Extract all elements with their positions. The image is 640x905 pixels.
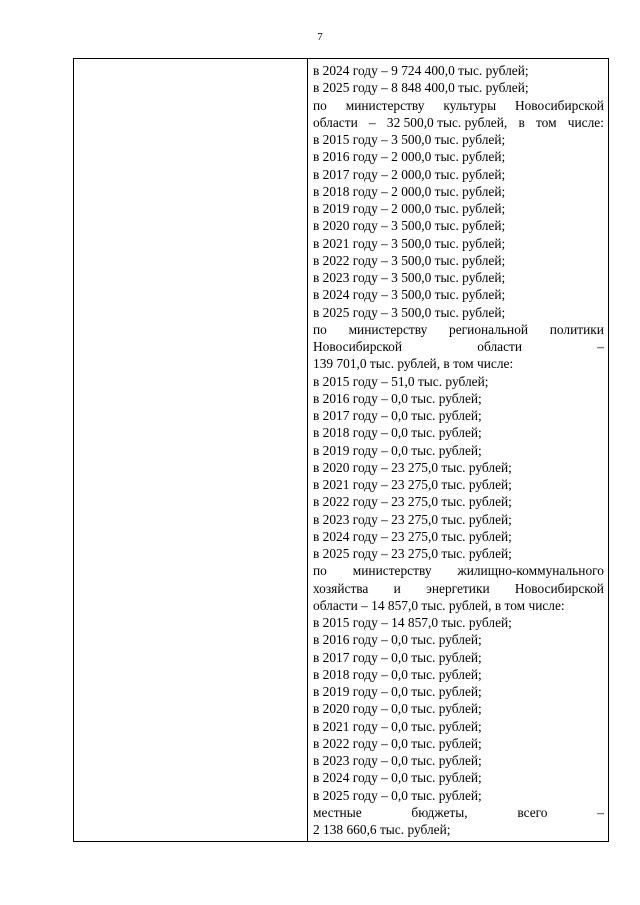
text-line: [313, 131, 604, 148]
text-word: министерству: [345, 97, 425, 113]
text-line: [313, 286, 604, 303]
text-line: [313, 304, 604, 321]
text-word: местные: [313, 804, 362, 820]
text-line: [313, 269, 604, 286]
text-line: [313, 597, 604, 614]
table-left-cell: [74, 59, 308, 841]
text-word: в 2021 году – 3 500,0 тыс. рублей;: [313, 235, 506, 251]
text-word: в 2022 году – 0,0 тыс. рублей;: [313, 735, 482, 751]
text-word: хозяйства: [313, 580, 369, 596]
text-word: по: [313, 97, 327, 113]
text-word: 2 138 660,6 тыс. рублей;: [313, 822, 451, 837]
text-line: [313, 407, 604, 424]
text-word: культуры: [443, 97, 497, 113]
text-word: в 2019 году – 0,0 тыс. рублей;: [313, 684, 482, 699]
text-word: в 2018 году – 2 000,0 тыс. рублей;: [313, 183, 506, 199]
text-line: [313, 545, 604, 562]
text-word: 32 500,0 тыс. рублей,: [386, 114, 508, 130]
text-word: числе:: [567, 114, 604, 130]
text-word: в 2017 году – 0,0 тыс. рублей;: [313, 649, 482, 665]
text-word: в 2015 году – 51,0 тыс. рублей;: [313, 373, 489, 389]
text-word: в 2024 году – 0,0 тыс. рублей;: [313, 770, 482, 786]
text-word: министерству: [348, 321, 428, 337]
text-line: [313, 148, 604, 165]
text-line: [313, 373, 604, 390]
page-number: 7: [317, 31, 323, 43]
text-line: [313, 114, 604, 131]
text-word: Новосибирской: [313, 339, 403, 354]
text-line: [313, 217, 604, 234]
text-word: и: [393, 580, 401, 596]
text-line: [313, 200, 604, 217]
text-line: [313, 683, 604, 700]
text-word: в 2017 году – 0,0 тыс. рублей;: [313, 408, 482, 423]
text-word: в 2019 году – 2 000,0 тыс. рублей;: [313, 201, 506, 216]
text-word: в 2015 году – 14 857,0 тыс. рублей;: [313, 615, 512, 630]
text-word: 139 701,0 тыс. рублей, в том числе:: [313, 356, 514, 372]
text-word: в 2025 году – 3 500,0 тыс. рублей;: [313, 304, 506, 320]
text-word: в 2021 году – 0,0 тыс. рублей;: [313, 718, 482, 734]
text-line: [313, 252, 604, 269]
text-word: в 2018 году – 0,0 тыс. рублей;: [313, 425, 482, 441]
text-line: [313, 528, 604, 545]
text-line: [313, 390, 604, 407]
table-right-cell: [308, 59, 608, 841]
text-line: [313, 338, 604, 355]
text-word: всего: [517, 804, 548, 820]
text-word: в 2025 году – 8 848 400,0 тыс. рублей;: [313, 80, 529, 96]
text-word: в 2016 году – 2 000,0 тыс. рублей;: [313, 149, 506, 165]
text-word: в 2016 году – 0,0 тыс. рублей;: [313, 390, 482, 406]
text-word: в 2020 году – 3 500,0 тыс. рублей;: [313, 218, 506, 234]
text-line: [313, 511, 604, 528]
text-line: [313, 562, 604, 579]
text-word: области: [477, 339, 523, 354]
text-word: в 2023 году – 0,0 тыс. рублей;: [313, 753, 482, 768]
text-line: [313, 62, 604, 79]
text-line: [313, 787, 604, 804]
text-word: по: [313, 563, 327, 579]
text-word: в 2022 году – 3 500,0 тыс. рублей;: [313, 252, 506, 268]
text-word: в 2015 году – 3 500,0 тыс. рублей;: [313, 132, 506, 147]
text-word: по: [313, 321, 327, 337]
text-word: энергетики: [426, 580, 490, 596]
text-word: жилищно-коммунального: [457, 563, 604, 579]
text-word: Новосибирской: [514, 580, 604, 596]
text-word: в 2024 году – 3 500,0 тыс. рублей;: [313, 287, 506, 303]
text-word: в: [518, 114, 525, 130]
text-word: –: [597, 339, 604, 354]
text-word: в 2023 году – 3 500,0 тыс. рублей;: [313, 270, 506, 285]
text-word: области: [313, 114, 358, 130]
text-line: [313, 752, 604, 769]
text-word: в 2024 году – 9 724 400,0 тыс. рублей;: [313, 63, 529, 78]
text-word: в 2021 году – 23 275,0 тыс. рублей;: [313, 477, 512, 492]
text-line: [313, 631, 604, 648]
text-word: региональной: [449, 321, 529, 337]
text-line: [313, 355, 604, 372]
text-word: –: [368, 114, 376, 130]
text-word: в 2022 году – 23 275,0 тыс. рублей;: [313, 494, 512, 510]
text-line: [313, 649, 604, 666]
text-line: [313, 424, 604, 441]
text-line: [313, 235, 604, 252]
text-line: [313, 97, 604, 114]
text-line: [313, 476, 604, 493]
text-word: в 2018 году – 0,0 тыс. рублей;: [313, 666, 482, 682]
text-word: в 2023 году – 23 275,0 тыс. рублей;: [313, 511, 512, 527]
text-line: [313, 666, 604, 683]
text-word: том: [535, 114, 557, 130]
text-line: [313, 166, 604, 183]
text-line: [313, 442, 604, 459]
text-line: [313, 821, 604, 838]
text-word: в 2020 году – 0,0 тыс. рублей;: [313, 701, 482, 717]
text-line: [313, 804, 604, 821]
text-word: в 2017 году – 2 000,0 тыс. рублей;: [313, 166, 506, 182]
text-line: [313, 700, 604, 717]
text-word: министерству: [352, 563, 432, 579]
text-word: в 2025 году – 23 275,0 тыс. рублей;: [313, 546, 512, 561]
text-line: [313, 735, 604, 752]
text-word: области – 14 857,0 тыс. рублей, в том числе:: [313, 597, 565, 613]
text-word: в 2016 году – 0,0 тыс. рублей;: [313, 632, 482, 648]
text-word: –: [597, 804, 604, 820]
text-word: политики: [549, 321, 604, 337]
text-line: [313, 580, 604, 597]
document-table: [73, 58, 609, 842]
text-word: бюджеты,: [411, 804, 468, 820]
text-word: в 2020 году – 23 275,0 тыс. рублей;: [313, 459, 512, 475]
text-word: Новосибирской: [514, 97, 604, 113]
text-word: в 2024 году – 23 275,0 тыс. рублей;: [313, 528, 512, 544]
text-line: [313, 459, 604, 476]
text-line: [313, 718, 604, 735]
text-word: в 2019 году – 0,0 тыс. рублей;: [313, 442, 482, 458]
text-line: [313, 321, 604, 338]
text-line: [313, 493, 604, 510]
text-line: [313, 79, 604, 96]
text-word: в 2025 году – 0,0 тыс. рублей;: [313, 787, 482, 803]
text-line: [313, 614, 604, 631]
text-line: [313, 183, 604, 200]
text-line: [313, 769, 604, 786]
